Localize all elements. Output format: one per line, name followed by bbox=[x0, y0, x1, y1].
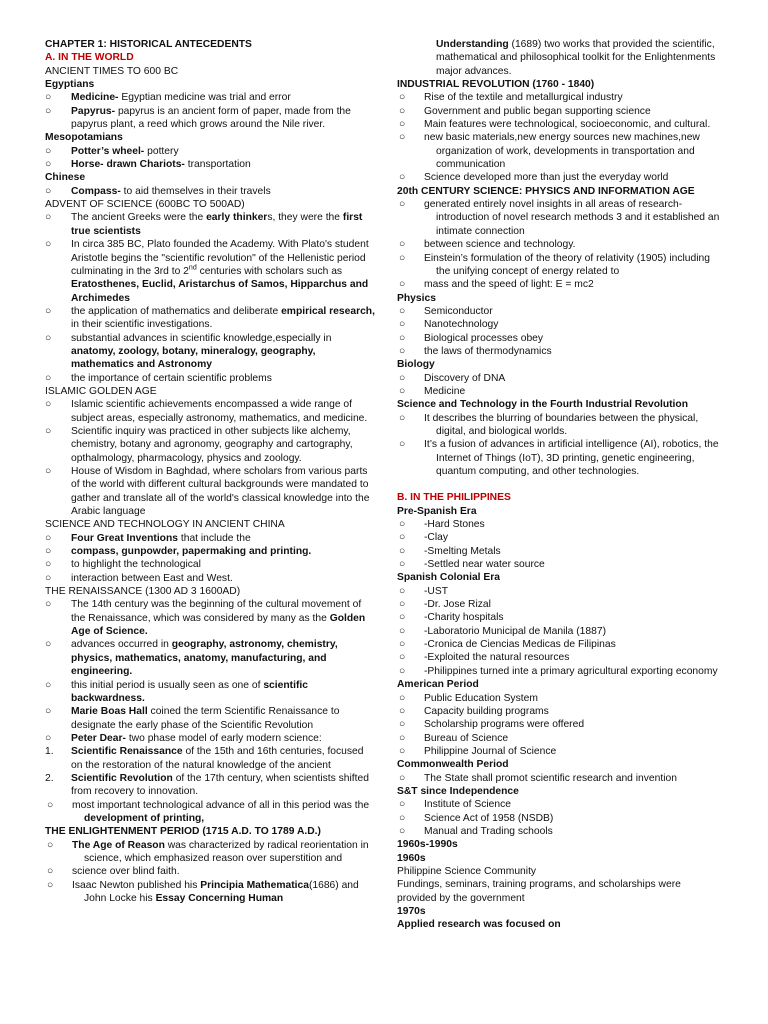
text-run: mass and the speed of light: E = mc2 bbox=[424, 279, 594, 291]
text-run: s, they were the bbox=[267, 212, 343, 224]
text-run: Islamic scientific achievements encompassed a wide range of subject areas, especially astronomy, mathematics, and medicine. bbox=[71, 399, 368, 424]
bullet-item bbox=[45, 572, 375, 585]
text-run: the importance of certain scientific problems bbox=[71, 372, 272, 384]
text-run: -Charity hospitals bbox=[424, 612, 504, 624]
text-run: ADVENT OF SCIENCE (600BC TO 500AD) bbox=[45, 199, 245, 211]
text-run: S&T since Independence bbox=[397, 785, 519, 797]
text-run: The Age of Reason bbox=[72, 839, 165, 851]
text-run: Commonwealth Period bbox=[397, 759, 509, 771]
text-run: Egyptians bbox=[45, 79, 95, 91]
text-run: The ancient Greeks were the bbox=[71, 212, 207, 224]
bullet-icon: ○ bbox=[45, 105, 52, 117]
text-run: INDUSTRIAL REVOLUTION (1760 - 1840) bbox=[397, 79, 595, 91]
sub-bullet-item: ○ -Dr. Jose Rizal bbox=[399, 599, 491, 611]
bullet-item bbox=[45, 372, 375, 385]
text-run: -Dr. Jose Rizal bbox=[424, 599, 491, 611]
text-run: Understanding bbox=[436, 39, 509, 50]
sub-bullet-item: ○ -Smelting Metals bbox=[399, 545, 501, 557]
subheading bbox=[45, 78, 375, 91]
subheading bbox=[397, 398, 722, 411]
text-run: Manual and Trading schools bbox=[424, 825, 553, 837]
list-number: 1. bbox=[45, 746, 54, 758]
sub-bullet-item: ○ It’s a fusion of advances in artificial intelligence (AI), robotics, the Internet of Things (IoT), 3D printing, genetic engineering, quantum computing, and other technologies. bbox=[399, 439, 719, 477]
bullet-icon: ○ bbox=[45, 239, 52, 251]
text-run: THE ENLIGHTENMENT PERIOD (1715 A.D. TO 1789 A.D.) bbox=[45, 826, 321, 838]
bullet-icon: ○ bbox=[45, 185, 52, 197]
text-run: of the 15th and 16th centuries, focused on the restoration of the natural knowledge of the ancient bbox=[71, 746, 364, 771]
text-run: Scholarship programs were offered bbox=[424, 719, 585, 731]
text-run: SCIENCE AND TECHNOLOGY IN ANCIENT CHINA bbox=[45, 519, 285, 531]
text-run: It describes the blurring of boundaries between the physical, digital, and biological worlds. bbox=[424, 412, 699, 437]
text-run: geography, astronomy, chemistry, physics, mathematics, anatomy, manufacturing, and engineering. bbox=[71, 639, 338, 678]
subheading bbox=[397, 758, 722, 771]
text-run: the laws of thermodynamics bbox=[424, 345, 552, 357]
text-run: Main features were technological, socioeconomic, and cultural. bbox=[424, 119, 711, 131]
text-line bbox=[45, 585, 375, 598]
text-run: was characterized by radical reorientation in science, which emphasized reason over superstition and bbox=[84, 839, 369, 864]
text-run: Horse- drawn Chariots- bbox=[71, 159, 185, 171]
sub-bullet-item: ○ Biological processes obey bbox=[399, 332, 544, 344]
text-run: Potter’s wheel- bbox=[71, 145, 145, 157]
left-column bbox=[45, 38, 375, 905]
text-run: 1960s-1990s bbox=[397, 839, 458, 851]
sub-bullet-item: ○ most important technological advance of all in this period was the development of printing, bbox=[47, 799, 370, 824]
text-run: -Cronica de Ciencias Medicas de Filipinas bbox=[424, 639, 616, 651]
text-run: 1970s bbox=[397, 906, 426, 917]
sub-bullet-item: ○ -Laboratorio Municipal de Manila (1887) bbox=[399, 625, 607, 637]
text-run: Public Education System bbox=[424, 692, 538, 704]
bullet-icon: ○ bbox=[45, 159, 52, 171]
text-run: Nanotechnology bbox=[424, 319, 499, 331]
sub-bullet-item: ○ generated entirely novel insights in all areas of research- introduction of novel research methods 3 and it established an intimate connection bbox=[399, 199, 720, 237]
text-run: centuries with scholars such as bbox=[196, 265, 343, 277]
text-run: House of Wisdom in Baghdad, where scholars from various parts of the world with different cultural backgrounds were mandated to gather and translate all of the world's classical knowledge into the Arabic language bbox=[71, 466, 370, 518]
text-run: It’s a fusion of advances in artificial intelligence (AI), robotics, the Internet of Things (IoT), 3D printing, genetic engineering, quantum computing, and other technologies. bbox=[424, 439, 719, 477]
sub-bullet-item: ○ new basic materials,new energy sources new machines,new organization of work, developments in transportation and communication bbox=[399, 132, 700, 171]
text-run: Eratosthenes, Euclid, Aristarchus of Samos, Hipparchus and Archimedes bbox=[71, 279, 369, 304]
bullet-item bbox=[45, 332, 375, 372]
text-run: In circa 385 BC, Plato founded the Academy. With Plato's student Aristotle begins the "scientific revolution" of the Hellenistic period culminating in the 3rd to 2 bbox=[71, 239, 369, 277]
sub-bullet-item: ○ Nanotechnology bbox=[399, 319, 499, 331]
sub-bullet-item: ○ -Clay bbox=[399, 532, 449, 544]
bullet-item bbox=[45, 185, 375, 198]
bullet-item bbox=[45, 238, 375, 305]
right-column bbox=[397, 38, 722, 932]
bullet-icon: ○ bbox=[45, 212, 52, 224]
text-run: (1686) and John Locke his bbox=[84, 879, 359, 904]
bullet-item bbox=[45, 545, 375, 558]
sub-bullet-item: ○ between science and technology. bbox=[399, 239, 576, 251]
sub-bullet-item: ○ Manual and Trading schools bbox=[399, 825, 553, 837]
text-run: interaction between East and West. bbox=[71, 572, 233, 584]
text-run: Einstein’s formulation of the theory of relativity (1905) including the unifying concept of energy related to bbox=[424, 252, 710, 277]
text-run: 1960s bbox=[397, 852, 426, 864]
text-run: science over blind faith. bbox=[72, 866, 180, 878]
text-run: Capacity building programs bbox=[424, 705, 549, 717]
text-run: nd bbox=[188, 264, 197, 272]
bullet-icon: ○ bbox=[45, 425, 52, 437]
text-run: compass, gunpowder, papermaking and printing. bbox=[71, 546, 312, 558]
text-run: anatomy, zoology, botany, mineralogy, geography, mathematics and Astronomy bbox=[71, 345, 316, 371]
subheading bbox=[397, 78, 722, 91]
sub-bullet-item: ○ -Settled near water source bbox=[399, 559, 545, 571]
sub-bullet-item: ○ -UST bbox=[399, 585, 449, 597]
sub-bullet-item: ○ It describes the blurring of boundaries between the physical, digital, and biological worlds. bbox=[399, 412, 699, 437]
numbered-item bbox=[45, 745, 375, 772]
text-run: Medicine- bbox=[71, 92, 119, 104]
text-run: (1689) two works that provided the scientific, mathematical and philosophical toolkit for the Enlightenments major advances. bbox=[436, 39, 716, 77]
sub-bullet-item: ○ Science Act of 1958 (NSDB) bbox=[399, 812, 554, 824]
sub-bullet-item: ○ Medicine bbox=[399, 385, 466, 397]
bullet-icon: ○ bbox=[45, 372, 52, 384]
text-run: Scientific inquiry was practiced in other subjects like alchemy, chemistry, botany and agronomy, geography and cartography, opthalmology, pharmacology, physics and zoology. bbox=[71, 425, 353, 464]
sub-bullet-item: ○ Main features were technological, socioeconomic, and cultural. bbox=[399, 119, 711, 131]
subheading bbox=[397, 358, 722, 371]
text-run: advances occurred in bbox=[71, 639, 172, 651]
text-run: empirical research, bbox=[281, 305, 375, 317]
bullet-icon: ○ bbox=[45, 532, 52, 544]
text-run: the application of mathematics and deliberate bbox=[71, 305, 282, 317]
subheading bbox=[397, 785, 722, 798]
text-run: transportation bbox=[184, 159, 251, 171]
text-run: Philippine Journal of Science bbox=[424, 745, 557, 757]
sub-bullet-item: ○ -Cronica de Ciencias Medicas de Filipinas bbox=[399, 639, 616, 651]
text-run: -Laboratorio Municipal de Manila (1887) bbox=[424, 625, 607, 637]
text-run: between science and technology. bbox=[424, 239, 576, 251]
text-run: Golden Age of Science. bbox=[71, 612, 366, 638]
subheading bbox=[397, 838, 722, 851]
sub-bullet-item: ○ Institute of Science bbox=[399, 799, 512, 811]
subheading bbox=[397, 185, 722, 198]
text-run: development of printing, bbox=[84, 812, 205, 824]
bullet-item bbox=[45, 465, 375, 518]
text-run: in their scientific investigations. bbox=[71, 319, 213, 331]
text-run: this initial period is usually seen as one of bbox=[71, 679, 264, 691]
text-run: THE RENAISSANCE (1300 AD 3 1600AD) bbox=[45, 586, 241, 598]
bullet-icon: ○ bbox=[45, 92, 52, 104]
text-run: CHAPTER 1: HISTORICAL ANTECEDENTS bbox=[45, 39, 252, 50]
text-run: Marie Boas Hall bbox=[71, 706, 148, 718]
bullet-item bbox=[45, 145, 375, 158]
bullet-icon: ○ bbox=[45, 679, 52, 691]
text-run: Scientific Renaissance bbox=[71, 746, 183, 758]
subheading bbox=[397, 292, 722, 305]
bullet-item bbox=[45, 425, 375, 465]
subheading bbox=[45, 131, 375, 144]
text-run: Scientific Revolution bbox=[71, 772, 173, 784]
text-line bbox=[45, 518, 375, 531]
subheading bbox=[45, 171, 375, 184]
bullet-icon: ○ bbox=[45, 639, 52, 651]
bullet-item bbox=[45, 558, 375, 571]
text-run: Bureau of Science bbox=[424, 732, 509, 744]
subheading bbox=[397, 905, 722, 918]
bullet-icon: ○ bbox=[45, 305, 52, 317]
sub-bullet-item: ○ -Exploited the natural resources bbox=[399, 652, 570, 664]
text-run: most important technological advance of all in this period was the bbox=[72, 799, 370, 811]
sub-bullet-item: ○ -Hard Stones bbox=[399, 519, 485, 531]
text-run: early thinker bbox=[206, 212, 268, 224]
text-run: -Settled near water source bbox=[424, 559, 545, 571]
bullet-item bbox=[45, 398, 375, 425]
bullet-icon: ○ bbox=[45, 399, 52, 411]
text-line bbox=[397, 865, 722, 878]
text-run: Institute of Science bbox=[424, 799, 512, 811]
text-run: Philippine Science Community bbox=[397, 865, 537, 877]
sub-bullet-item: ○ Rise of the textile and metallurgical industry bbox=[399, 92, 623, 104]
text-run: two phase model of early modern science: bbox=[125, 732, 322, 744]
text-run: Papyrus- bbox=[71, 105, 116, 117]
text-run: Mesopotamians bbox=[45, 132, 123, 144]
sub-bullet-item: ○ Scholarship programs were offered bbox=[399, 719, 585, 731]
subheading bbox=[397, 852, 722, 865]
text-run: Medicine bbox=[424, 385, 466, 397]
text-run: American Period bbox=[397, 679, 479, 691]
text-run: Principia Mathematica bbox=[200, 879, 309, 891]
subheading bbox=[45, 825, 375, 838]
sub-bullet-item: ○ The Age of Reason was characterized by radical reorientation in science, which emphasized reason over superstition and bbox=[47, 839, 369, 864]
subheading bbox=[397, 571, 722, 584]
text-run: of the 17th century, when scientists shifted from recovery to innovation. bbox=[71, 772, 369, 798]
sub-bullet-item: ○ -Charity hospitals bbox=[399, 612, 504, 624]
text-run: papyrus is an ancient form of paper, made from the papyrus plant, a reed which grows around the Nile river. bbox=[71, 105, 351, 131]
sub-bullet-item: ○ the laws of thermodynamics bbox=[399, 345, 552, 357]
text-run: pottery bbox=[144, 145, 179, 157]
text-run: 20th CENTURY SCIENCE: PHYSICS AND INFORMATION AGE bbox=[397, 185, 695, 197]
subheading bbox=[397, 678, 722, 691]
numbered-item bbox=[45, 772, 375, 799]
sub-bullet-item: ○ Science developed more than just the everyday world bbox=[399, 172, 669, 184]
sub-bullet-item: ○ Capacity building programs bbox=[399, 705, 549, 717]
text-run: -Clay bbox=[424, 532, 449, 544]
bullet-item bbox=[45, 211, 375, 238]
text-line bbox=[45, 198, 375, 211]
text-run: Semiconductor bbox=[424, 305, 493, 317]
text-run: Biology bbox=[397, 359, 435, 371]
text-run: to highlight the technological bbox=[71, 559, 201, 571]
text-paragraph bbox=[397, 38, 722, 78]
section-heading bbox=[397, 491, 722, 504]
text-run: -UST bbox=[424, 585, 449, 597]
section-heading bbox=[45, 51, 375, 64]
text-run: Compass- bbox=[71, 185, 121, 197]
bullet-icon: ○ bbox=[45, 732, 52, 744]
bullet-icon: ○ bbox=[45, 145, 52, 157]
bullet-item bbox=[45, 598, 375, 638]
text-line bbox=[45, 385, 375, 398]
bullet-icon: ○ bbox=[45, 706, 52, 718]
bullet-item bbox=[45, 91, 375, 104]
sub-bullet-item: ○ Discovery of DNA bbox=[399, 372, 506, 384]
subheading bbox=[397, 505, 722, 518]
text-run: Rise of the textile and metallurgical industry bbox=[424, 92, 623, 104]
spacer bbox=[397, 478, 722, 491]
bullet-item bbox=[45, 705, 375, 732]
sub-bullet-item: ○ Einstein’s formulation of the theory of relativity (1905) including the unifying concept of energy related to bbox=[399, 252, 710, 277]
text-run: -Hard Stones bbox=[424, 519, 485, 531]
text-run: Isaac Newton published his bbox=[72, 879, 201, 891]
text-run: to aid themselves in their travels bbox=[120, 185, 271, 197]
bullet-icon: ○ bbox=[45, 466, 52, 477]
bullet-item bbox=[45, 732, 375, 745]
text-run: generated entirely novel insights in all areas of research- introduction of novel research methods 3 and it established an intimate connection bbox=[424, 199, 720, 237]
sub-bullet-item: ○ science over blind faith. bbox=[47, 866, 180, 878]
bullet-icon: ○ bbox=[45, 332, 52, 344]
bullet-item bbox=[45, 638, 375, 678]
text-run: The 14th century was the beginning of the cultural movement of the Renaissance, which was considered by many as the bbox=[71, 599, 362, 624]
sub-bullet-item: ○ Public Education System bbox=[399, 692, 538, 704]
bullet-item bbox=[45, 105, 375, 132]
text-run: Biological processes obey bbox=[424, 332, 544, 344]
bullet-icon: ○ bbox=[45, 546, 52, 558]
text-run: -Exploited the natural resources bbox=[424, 652, 570, 664]
bullet-icon: ○ bbox=[45, 572, 52, 584]
text-run: coined the term Scientific Renaissance to designate the early phase of the Scientific Revolution bbox=[71, 706, 340, 731]
sub-bullet-item: ○ -Philippines turned inte a primary agricultural exporting economy bbox=[399, 665, 718, 677]
text-run: Fundings, seminars, training programs, and scholarships were provided by the government bbox=[397, 879, 681, 904]
text-run: Egyptian medicine was trial and error bbox=[118, 92, 291, 104]
sub-bullet-item: ○ Semiconductor bbox=[399, 305, 493, 317]
text-run: Chinese bbox=[45, 172, 86, 184]
text-run: Pre-Spanish Era bbox=[397, 505, 477, 517]
text-run: ISLAMIC GOLDEN AGE bbox=[45, 385, 157, 397]
text-run: Science Act of 1958 (NSDB) bbox=[424, 812, 554, 824]
text-run: substantial advances in scientific knowledge,especially in bbox=[71, 332, 332, 344]
sub-bullet-item: ○ Government and public began supporting science bbox=[399, 105, 651, 117]
text-run: new basic materials,new energy sources new machines,new organization of work, developments in transportation and communication bbox=[424, 132, 700, 171]
list-number: 2. bbox=[45, 772, 54, 784]
text-run: Spanish Colonial Era bbox=[397, 572, 500, 584]
text-run: Applied research was focused on bbox=[397, 919, 561, 931]
bullet-icon: ○ bbox=[45, 559, 52, 571]
text-run: Essay Concerning Human bbox=[155, 893, 284, 904]
text-line bbox=[397, 878, 722, 905]
text-run: Science developed more than just the everyday world bbox=[424, 172, 669, 184]
bullet-item bbox=[45, 305, 375, 332]
text-run: Discovery of DNA bbox=[424, 372, 506, 384]
text-run: A. IN THE WORLD bbox=[45, 52, 134, 64]
text-run: The State shall promot scientific research and invention bbox=[424, 772, 677, 784]
sub-bullet-item: ○ mass and the speed of light: E = mc2 bbox=[399, 279, 594, 291]
text-run: Government and public began supporting science bbox=[424, 105, 651, 117]
text-run: Peter Dear- bbox=[71, 732, 126, 744]
text-run: -Smelting Metals bbox=[424, 545, 501, 557]
bullet-icon: ○ bbox=[45, 599, 52, 611]
chapter-title bbox=[45, 38, 375, 51]
text-run: -Philippines turned inte a primary agricultural exporting economy bbox=[424, 665, 718, 677]
text-run: Four Great Inventions bbox=[71, 532, 178, 544]
text-run: Physics bbox=[397, 292, 436, 304]
text-run: Science and Technology in the Fourth Industrial Revolution bbox=[397, 399, 689, 411]
sub-bullet-item: ○ The State shall promot scientific research and invention bbox=[399, 772, 677, 784]
text-run: first true scientists bbox=[71, 212, 363, 237]
text-run: B. IN THE PHILIPPINES bbox=[397, 492, 511, 504]
bullet-item bbox=[45, 532, 375, 545]
sub-bullet-item: ○ Philippine Journal of Science bbox=[399, 745, 557, 757]
bullet-item bbox=[45, 158, 375, 171]
text-run: ANCIENT TIMES TO 600 BC bbox=[45, 65, 179, 77]
text-run: scientific backwardness. bbox=[71, 679, 308, 704]
text-run: that include the bbox=[178, 532, 251, 544]
subheading bbox=[397, 918, 722, 931]
bullet-item bbox=[45, 679, 375, 706]
sub-bullet-item: ○ Isaac Newton published his Principia Mathematica(1686) and John Locke his Essay Concerning Human bbox=[47, 879, 359, 904]
text-line bbox=[45, 65, 375, 78]
sub-bullet-item: ○ Bureau of Science bbox=[399, 732, 509, 744]
